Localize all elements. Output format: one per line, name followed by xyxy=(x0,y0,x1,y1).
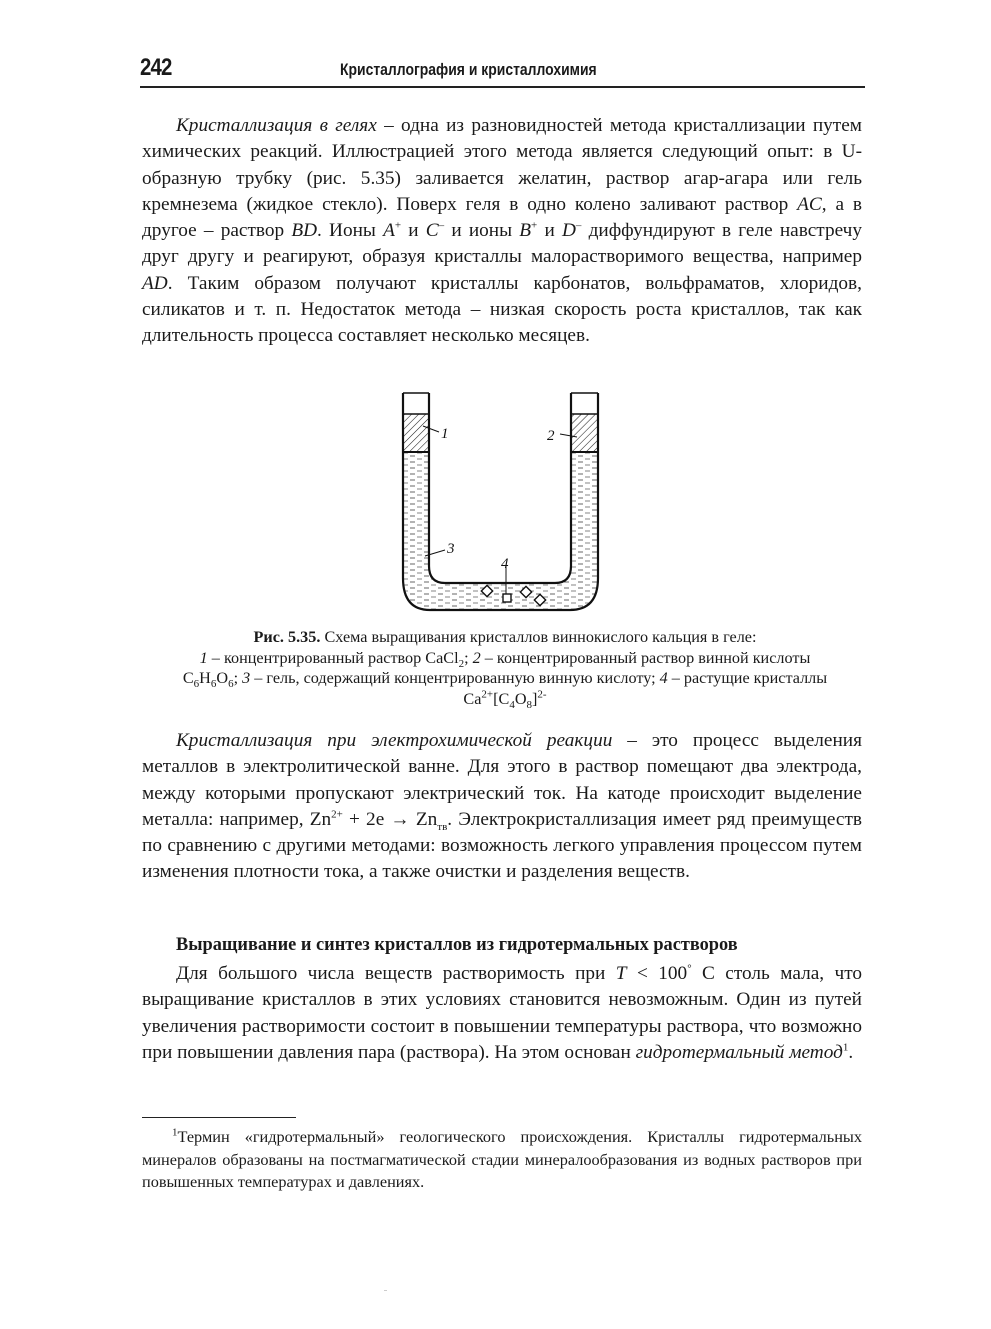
subscript: тв xyxy=(437,820,448,833)
paragraph-electrochemical-crystallization xyxy=(142,728,862,886)
variable-t: T xyxy=(615,963,627,984)
degree-sign: ° xyxy=(687,962,692,975)
text: . xyxy=(848,1041,854,1063)
section-heading: Выращивание и синтез кристаллов из гидротермальных растворов xyxy=(176,934,738,955)
text: – одна из разновидностей метода кристаллизации путем химических реакций. Иллюстрацией этого метода является следующий опыт: в U-образную трубку (рис. 5.35) заливается желатин, раствор агар-агара или гель кремнезема (жидкое стекло). Поверх геля в одно колено заливают раствор xyxy=(142,115,862,215)
subscript: 6 xyxy=(193,678,200,691)
text: диффундируют в геле навстречу друг другу и реагируют, образуя кристаллы малорастворимого вещества, например xyxy=(142,220,862,268)
paragraph-hydrothermal xyxy=(142,961,862,1066)
text: ; xyxy=(233,669,243,687)
subscript: 2 xyxy=(458,657,465,670)
text: , а в другое – раствор xyxy=(142,193,862,242)
formula-ad: AD xyxy=(142,272,168,294)
text: [C xyxy=(493,689,510,708)
caption-item-number: 3 xyxy=(242,669,251,687)
text: < 100 xyxy=(626,963,688,984)
subscript: 4 xyxy=(509,698,515,711)
term-gel-crystallization: Кристаллизация в гелях xyxy=(176,115,377,136)
text: ; xyxy=(464,648,473,667)
text: O xyxy=(514,689,527,708)
charge: + xyxy=(531,219,538,232)
solution-tartaric-acid-band xyxy=(571,414,598,452)
text: H xyxy=(199,669,211,687)
text: . Электрокристаллизация имеет ряд преимуществ по сравнению с другими методами: возможность легкого управления процессом путем изменения плотности тока, а также очистки и разделения веществ. xyxy=(142,808,862,883)
text: ] xyxy=(532,689,538,708)
label-1: 1 xyxy=(441,426,449,442)
caption-item-number: 2 xyxy=(472,648,481,667)
caption-item-number: 1 xyxy=(199,648,208,667)
subscript: 6 xyxy=(228,678,234,691)
footnote-reference[interactable]: 1 xyxy=(842,1041,849,1054)
term-hydrothermal-method: гидротермальный метод xyxy=(635,1041,843,1063)
text: Для большого числа веществ растворимость при xyxy=(176,963,616,984)
charge: – xyxy=(438,219,445,232)
running-title: Кристаллография и кристаллохимия xyxy=(340,60,597,79)
charge: – xyxy=(575,219,582,232)
running-head xyxy=(140,52,865,88)
text: O xyxy=(216,669,229,687)
figure-u-tube-diagram xyxy=(395,388,610,618)
text: . Ионы xyxy=(317,220,384,242)
label-4: 4 xyxy=(501,556,509,572)
text: и xyxy=(401,220,426,242)
subscript: 8 xyxy=(526,698,533,711)
ion-b: B xyxy=(519,220,532,242)
page-number: 242 xyxy=(140,54,172,81)
formula-ac: AC xyxy=(797,193,822,215)
scan-speck xyxy=(384,1290,387,1291)
text: – растущие кристаллы Ca xyxy=(463,669,828,708)
paragraph-gel-crystallization xyxy=(142,113,862,350)
superscript: 2+ xyxy=(481,688,494,701)
figure-number: Рис. 5.35. xyxy=(253,628,321,646)
u-tube-illustration xyxy=(395,388,610,618)
footnote-mark: 1 xyxy=(172,1126,178,1139)
caption-item-number: 4 xyxy=(659,669,668,687)
text: и ионы xyxy=(444,220,520,242)
solution-cacl2-band xyxy=(403,414,429,452)
footnote-divider xyxy=(142,1117,296,1118)
label-3: 3 xyxy=(447,541,455,557)
text: и xyxy=(537,220,562,242)
ion-c: C xyxy=(425,220,439,242)
superscript: 2+ xyxy=(331,808,343,821)
text: – концентрированный раствор CaCl xyxy=(207,648,459,667)
subscript: 6 xyxy=(210,678,217,691)
ion-d: D xyxy=(561,220,576,242)
footnote xyxy=(142,1126,862,1194)
term-electrochemical: Кристаллизация при электрохимической реакции xyxy=(176,730,613,751)
text: С столь мала, что выращивание кристаллов в этих условиях становится невозможным. Один из путей увеличения растворимости состоит в повышении температуры раствора, что возможно при повышении давления пара (раствора). На этом основан xyxy=(142,963,863,1063)
label-2: 2 xyxy=(547,428,555,444)
crystal xyxy=(503,594,511,602)
ion-a: A xyxy=(383,220,395,242)
text: – это процесс выделения металлов в электролитической ванне. Для этого в раствор помещают два электрода, между которыми пропускают электрический ток. На катоде происходит выделение металла: например, Zn xyxy=(142,730,862,830)
footnote-text: Термин «гидротермальный» геологического происхождения. Кристаллы гидротермальных минералов образованы на постмагматической стадии минералообразования из водных растворов при повышенных температурах и давлениях. xyxy=(142,1127,862,1191)
caption-title: Схема выращивания кристаллов виннокислого кальция в геле: xyxy=(320,628,757,646)
formula-bd: BD xyxy=(291,220,318,242)
superscript: 2- xyxy=(537,688,547,701)
text: – гель, содержащий концентрированную винную кислоту; xyxy=(250,669,660,687)
text: – концентрированный раствор винной кислоты C xyxy=(182,648,811,687)
text: + 2e → Zn xyxy=(342,808,438,830)
gel-region xyxy=(403,452,598,610)
text: . Таким образом получают кристаллы карбонатов, вольфраматов, хлоридов, силикатов и т. п. Недостаток метода – низкая скорость роста кристаллов, так как длительность процесса составляет несколько месяцев. xyxy=(142,272,862,347)
charge: + xyxy=(394,219,402,232)
figure-caption xyxy=(180,627,830,709)
